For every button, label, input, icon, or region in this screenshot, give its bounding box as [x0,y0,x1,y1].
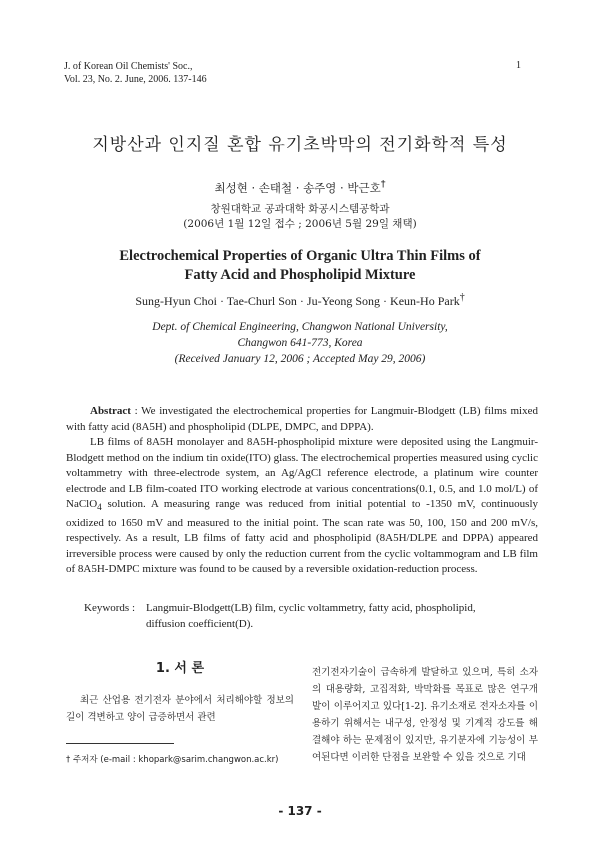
english-title [0,247,600,285]
abstract-paragraph-1 [66,404,538,435]
korean-title: 지방산과 인지질 혼합 유기초박막의 전기화학적 특성 [92,135,508,155]
corresponding-author-mark: † [380,179,386,190]
journal-volume: Vol. 23, No. 2. June, 2006. 137-146 [64,74,207,85]
korean-authors [0,179,600,196]
korean-dates: (2006년 1월 12일 접수 ; 2006년 5월 29일 채택) [183,218,417,230]
english-dates: (Received January 12, 2006 ; Accepted May 29, 2006) [174,353,426,365]
subscript-4: 4 [97,502,102,513]
keywords-label: Keywords : [84,602,136,614]
abstract [66,404,538,578]
journal-name: J. of Korean Oil Chemists' Soc., [64,61,193,72]
right-column [312,664,538,766]
english-title-line2: Fatty Acid and Phospholipid Mixture [184,267,416,283]
section-heading: 1. 서 론 [155,661,205,676]
keywords [84,601,538,632]
keywords-list-2: diffusion coefficient(D). [146,617,254,630]
page-number-top: 1 [516,60,521,71]
english-affiliation [0,319,600,367]
english-affiliation-line1: Dept. of Chemical Engineering, Changwon National University, [152,321,448,333]
abstract-label: Abstract [90,405,131,417]
abstract-text-2a: LB films of 8A5H monolayer and 8A5H-phospholipid mixture were deposited using the Langmuir-Blodgett method on the indium tin oxide(ITO) glass. The electrochemical properties measured using cyclic voltammetry with three-electrode system, an Ag/AgCl reference electrode, a platinum wire counter electrode and LB film-coated ITO working electrode at various concentrations(0.1, 0.5, and 1.0 mol/L) of NaClO [66,436,538,510]
korean-affiliation-name: 창원대학교 공과대학 화공시스템공학과 [210,203,390,215]
right-column-paragraph: 전기전자기술이 급속하게 발달하고 있으며, 특히 소자의 대용량화, 고집적화, 박막화를 목표로 많은 연구개발이 이루어지고 있다[1-2]. 유기소재로 전자소자를 이용하기 위해서는 내구성, 안정성 및 기계적 강도를 해결해야 하는 문제점이 있지만, 유기분자에 기능성이 부여된다면 이러한 단점을 보완할 수 있을 것으로 기대 [312,667,538,763]
footnote: † 주저자 (e-mail : khopark@sarim.changwon.ac.kr) [66,755,279,765]
left-column [66,692,294,726]
english-author-list: Sung-Hyun Choi · Tae-Churl Son · Ju-Yeong Song · Keun-Ho Park [135,294,460,308]
english-authors [0,292,600,309]
footnote-divider [66,743,174,744]
left-column-paragraph: 최근 산업용 전기전자 분야에서 처리해야할 정보의 길이 격변하고 양이 급증하면서 관련 [66,695,294,723]
abstract-text-2b: solution. A measuring range was reduced from initial potential to -1350 mV, continuously oxidized to 1650 mV and measured to the initial point. The scan rate was 50, 100, 150 and 200 mV/s, respectively. As a result, LB films of fatty acid and phospholipid (8A5H/DLPE and DPPA) appeared irreversible process were caused by only the reduction current from the cyclic voltammogram and LB film of 8A5H-DMPC mixture was found to be caused by a reversible oxidation-reduction process. [66,498,538,576]
keywords-line1 [84,601,538,617]
english-title-line1: Electrochemical Properties of Organic Ultra Thin Films of [119,248,481,264]
korean-author-list: 최성현 · 손태철 · 송주영 · 박근호 [214,180,381,195]
abstract-text-1: : We investigated the electrochemical properties for Langmuir-Blodgett (LB) films mixed with fatty acid (8A5H) and phospholipid (DLPE, DMPC, and DPPA). [66,405,538,433]
keywords-list-1: Langmuir-Blodgett(LB) film, cyclic voltammetry, fatty acid, phospholipid, [146,602,476,614]
english-corresponding-mark: † [459,292,465,303]
abstract-paragraph-2 [66,435,538,578]
journal-citation [64,60,207,86]
english-affiliation-line2: Changwon 641-773, Korea [237,337,363,349]
page-number-bottom: - 137 - [278,804,322,818]
korean-affiliation [0,202,600,232]
